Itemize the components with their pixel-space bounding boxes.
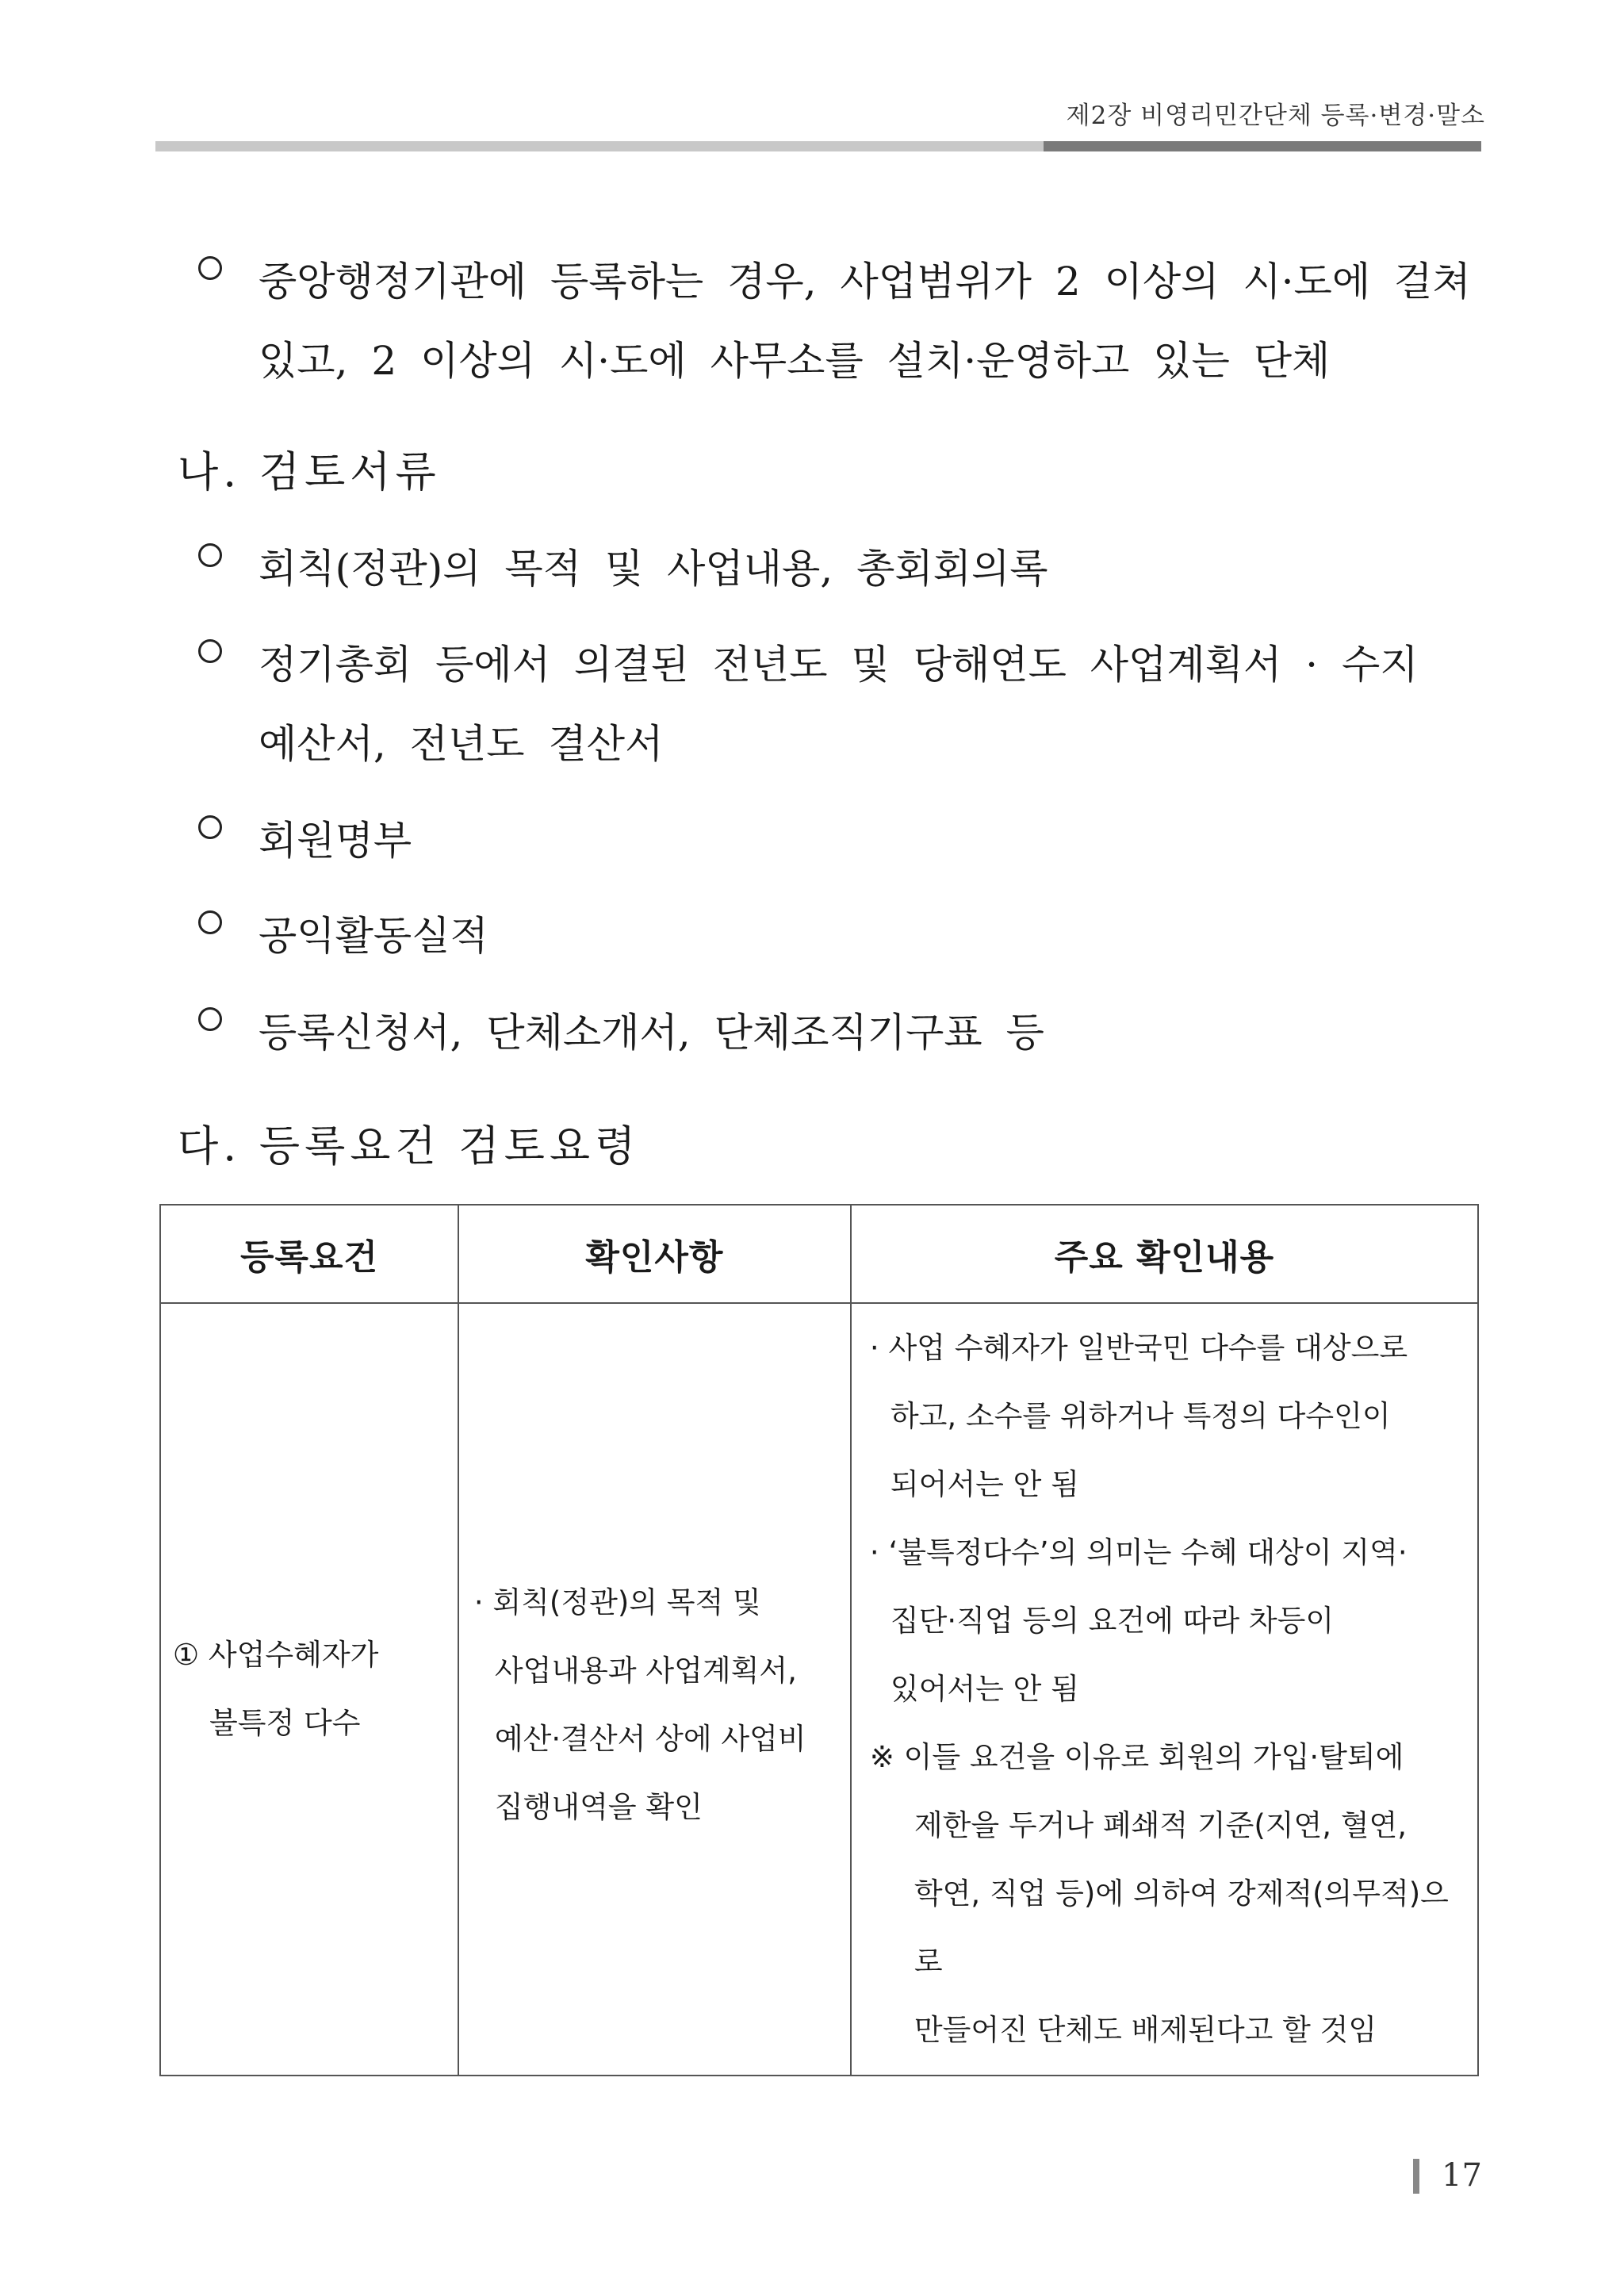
content-point-1-line: 되어서는 안 됨 [890,1467,1079,1501]
requirement-line: 불특정 다수 [209,1706,361,1740]
content-note-line: 학연, 직업 등)에 의하여 강제적(의무적)으로 [914,1876,1449,1979]
doc-list-item-text: 예산서, 전년도 결산서 [259,721,664,767]
check-line: 사업내용과 사업계획서, [494,1654,797,1688]
circle-bullet-icon [198,910,222,934]
content-point-1-line: · 사업 수혜자가 일반국민 다수를 대상으로 [869,1331,1408,1365]
section-heading-na: 나. 검토서류 [178,448,441,496]
table-row [160,1303,1478,2076]
intro-bullet-line-1: 중앙행정기관에 등록하는 경우, 사업범위가 2 이상의 시·도에 걸쳐 [259,259,1471,305]
content-cell [851,1303,1478,2076]
table-header-row [160,1205,1478,1303]
section-heading-da: 다. 등록요건 검토요령 [178,1122,641,1171]
doc-list-item-text: 정기총회 등에서 의결된 전년도 및 당해연도 사업계획서 · 수지 [259,642,1419,688]
content-note-line: 제한을 두거나 폐쇄적 기준(지연, 혈연, [914,1808,1408,1842]
content-note-line: ※ 이들 요건을 이유로 회원의 가입·탈퇴에 [869,1740,1404,1774]
doc-list-item-text: 회원명부 [259,818,412,864]
requirements-table [159,1204,1479,2076]
circle-bullet-icon [198,543,222,567]
intro-bullet-line-2: 있고, 2 이상의 시·도에 사무소를 설치·운영하고 있는 단체 [259,338,1331,384]
check-line: 집행내역을 확인 [494,1790,703,1824]
circle-bullet-icon [198,256,222,280]
header-main-content: 주요 확인내용 [851,1205,1478,1303]
page-number-marker [1413,2159,1419,2194]
check-line: · 회칙(정관)의 목적 및 [473,1585,761,1619]
running-header-title: 제2장 비영리민간단체 등록·변경·말소 [1066,102,1485,130]
requirement-line: ① 사업수혜자가 [173,1638,379,1672]
header-requirement: 등록요건 [160,1205,458,1303]
content-note-line: 만들어진 단체도 배제된다고 할 것임 [914,2013,1377,2047]
circle-bullet-icon [198,1007,222,1031]
header-rule-light [155,141,1044,151]
circle-bullet-icon [198,815,222,839]
content-point-2-line: 집단·직업 등의 요건에 따라 차등이 [890,1604,1335,1638]
doc-list-item-text: 등록신청서, 단체소개서, 단체조직기구표 등 [259,1010,1044,1056]
check-cell [458,1303,851,2076]
doc-list-item-text: 회칙(정관)의 목적 및 사업내용, 총회회의록 [259,546,1048,592]
doc-list-item-text: 공익활동실적 [259,913,488,959]
page-number: 17 [1442,2157,1482,2194]
circle-bullet-icon [198,639,222,663]
check-line: 예산·결산서 상에 사업비 [494,1722,806,1756]
content-point-1-line: 하고, 소수를 위하거나 특정의 다수인이 [890,1399,1391,1433]
header-rule-dark [1044,141,1481,151]
header-check-items: 확인사항 [458,1205,851,1303]
requirement-cell [160,1303,458,2076]
content-point-2-line: 있어서는 안 됨 [890,1672,1079,1706]
content-point-2-line: · ‘불특정다수’의 의미는 수혜 대상이 지역· [869,1535,1408,1570]
